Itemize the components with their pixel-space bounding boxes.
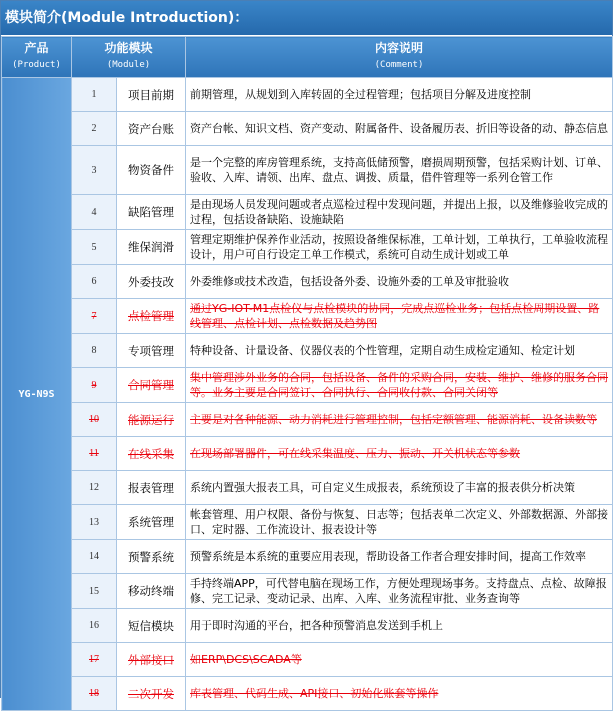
table-row: [2, 230, 613, 265]
module-description: 管理定期维护保养作业活动，按照设备维保标准，工单计划，工单执行，工单验收流程设计，用户可自行设定工单工作模式，系统可自动生成计划或工单: [186, 230, 613, 265]
table-row: [2, 195, 613, 230]
module-name: 合同管理: [117, 368, 186, 403]
table-row: [2, 574, 613, 609]
module-name: 物资备件: [117, 146, 186, 195]
module-name: 在线采集: [117, 437, 186, 471]
module-name: 资产台账: [117, 112, 186, 146]
module-number: 15: [72, 574, 117, 609]
table-row: [2, 609, 613, 643]
table-row: [2, 146, 613, 195]
module-description: 特种设备、计量设备、仪器仪表的个性管理，定期自动生成检定通知、检定计划: [186, 334, 613, 368]
module-name: 缺陷管理: [117, 195, 186, 230]
module-number: 6: [72, 265, 117, 299]
table-row: [2, 505, 613, 540]
header-module-label: 功能模块: [104, 41, 153, 55]
module-description: 帐套管理、用户权限、备份与恢复、日志等；包括表单二次定义、外部数据源、外部接口、定时器、工作流设计、报表设计等: [186, 505, 613, 540]
module-description: 手持终端APP，可代替电脑在现场工作，方便处理现场事务。支持盘点、点检、故障报修、完工记录、变动记录、出库、入库、业务流程审批、业务查询等: [186, 574, 613, 609]
module-description: 系统内置强大报表工具，可自定义生成报表，系统预设了丰富的报表供分析决策: [186, 471, 613, 505]
table-header-row: [2, 37, 613, 78]
module-name: 短信模块: [117, 609, 186, 643]
panel-title: 模块简介(Module Introduction)：: [1, 1, 612, 35]
module-name: 二次开发: [117, 677, 186, 711]
module-name: 点检管理: [117, 299, 186, 334]
module-number: 11: [72, 437, 117, 471]
module-description: 是一个完整的库房管理系统，支持高低储预警，磨损周期预警，包括采购计划、订单、验收、入库、请领、出库、盘点、调拨、质量，借件管理等一系列仓管工作: [186, 146, 613, 195]
header-product-en: (Product): [12, 60, 61, 70]
module-number: 17: [72, 643, 117, 677]
table-row: [2, 334, 613, 368]
module-description: 用于即时沟通的平台，把各种预警消息发送到手机上: [186, 609, 613, 643]
module-name: 移动终端: [117, 574, 186, 609]
module-number: 13: [72, 505, 117, 540]
module-name: 能源运行: [117, 403, 186, 437]
module-description: 预警系统是本系统的重要应用表现，帮助设备工作者合理安排时间，提高工作效率: [186, 540, 613, 574]
module-number: 16: [72, 609, 117, 643]
table-row: [2, 677, 613, 711]
module-name: 报表管理: [117, 471, 186, 505]
table-body: [2, 78, 613, 711]
table-row: [2, 368, 613, 403]
module-name: 外委技改: [117, 265, 186, 299]
header-comment-en: (Comment): [374, 60, 424, 70]
header-product: [2, 37, 72, 78]
module-number: 14: [72, 540, 117, 574]
module-name: 外部接口: [117, 643, 186, 677]
module-name: 维保润滑: [117, 230, 186, 265]
module-number: 3: [72, 146, 117, 195]
module-number: 5: [72, 230, 117, 265]
module-number: 7: [72, 299, 117, 334]
header-comment-label: 内容说明: [375, 41, 424, 55]
module-name: 预警系统: [117, 540, 186, 574]
module-name: 项目前期: [117, 78, 186, 112]
module-name: 专项管理: [117, 334, 186, 368]
module-description: 在现场部署器件，可在线采集温度、压力、振动、开关机状态等参数: [186, 437, 613, 471]
header-module-en: (Module): [106, 60, 151, 70]
module-description: 前期管理，从规划到入库转固的全过程管理；包括项目分解及进度控制: [186, 78, 613, 112]
module-number: 12: [72, 471, 117, 505]
module-number: 4: [72, 195, 117, 230]
module-number: 8: [72, 334, 117, 368]
module-name: 系统管理: [117, 505, 186, 540]
module-description: 外委维修或技术改造，包括设备外委、设施外委的工单及审批验收: [186, 265, 613, 299]
module-description: 资产台帐、知识文档、资产变动、附属备件、设备履历表、折旧等设备的动、静态信息: [186, 112, 613, 146]
module-description: 库表管理、代码生成、API接口、初始化账套等操作: [186, 677, 613, 711]
module-table: [1, 36, 613, 711]
module-description: 集中管理涉外业务的合同，包括设备、备件的采购合同，安装、维护、维修的服务合同等。业务主要是合同签订、合同执行、合同收付款、合同关闭等: [186, 368, 613, 403]
module-description: 主要是对各种能源、动力消耗进行管理控制，包括定额管理、能源消耗、设备读数等: [186, 403, 613, 437]
table-row: [2, 540, 613, 574]
module-description: 是由现场人员发现问题或者点巡检过程中发现问题，并提出上报，以及维修验收完成的过程，包括设备缺陷、设施缺陷: [186, 195, 613, 230]
table-row: [2, 643, 613, 677]
module-number: 1: [72, 78, 117, 112]
table-row: [2, 265, 613, 299]
module-number: 9: [72, 368, 117, 403]
table-row: [2, 78, 613, 112]
header-product-label: 产品: [24, 41, 49, 55]
module-number: 18: [72, 677, 117, 711]
module-number: 2: [72, 112, 117, 146]
table-row: [2, 437, 613, 471]
product-cell: YG-N9S: [2, 78, 72, 711]
module-description: 如ERP\DCS\SCADA等: [186, 643, 613, 677]
module-number: 10: [72, 403, 117, 437]
table-row: [2, 112, 613, 146]
header-module: [72, 37, 186, 78]
module-description: 通过YG-IOT-M1点检仪与点检模块的协同，完成点巡检业务；包括点检周期设置、路线管理、点检计划、点检数据及趋势图: [186, 299, 613, 334]
header-comment: [186, 37, 613, 78]
table-row: [2, 403, 613, 437]
table-row: [2, 299, 613, 334]
table-row: [2, 471, 613, 505]
